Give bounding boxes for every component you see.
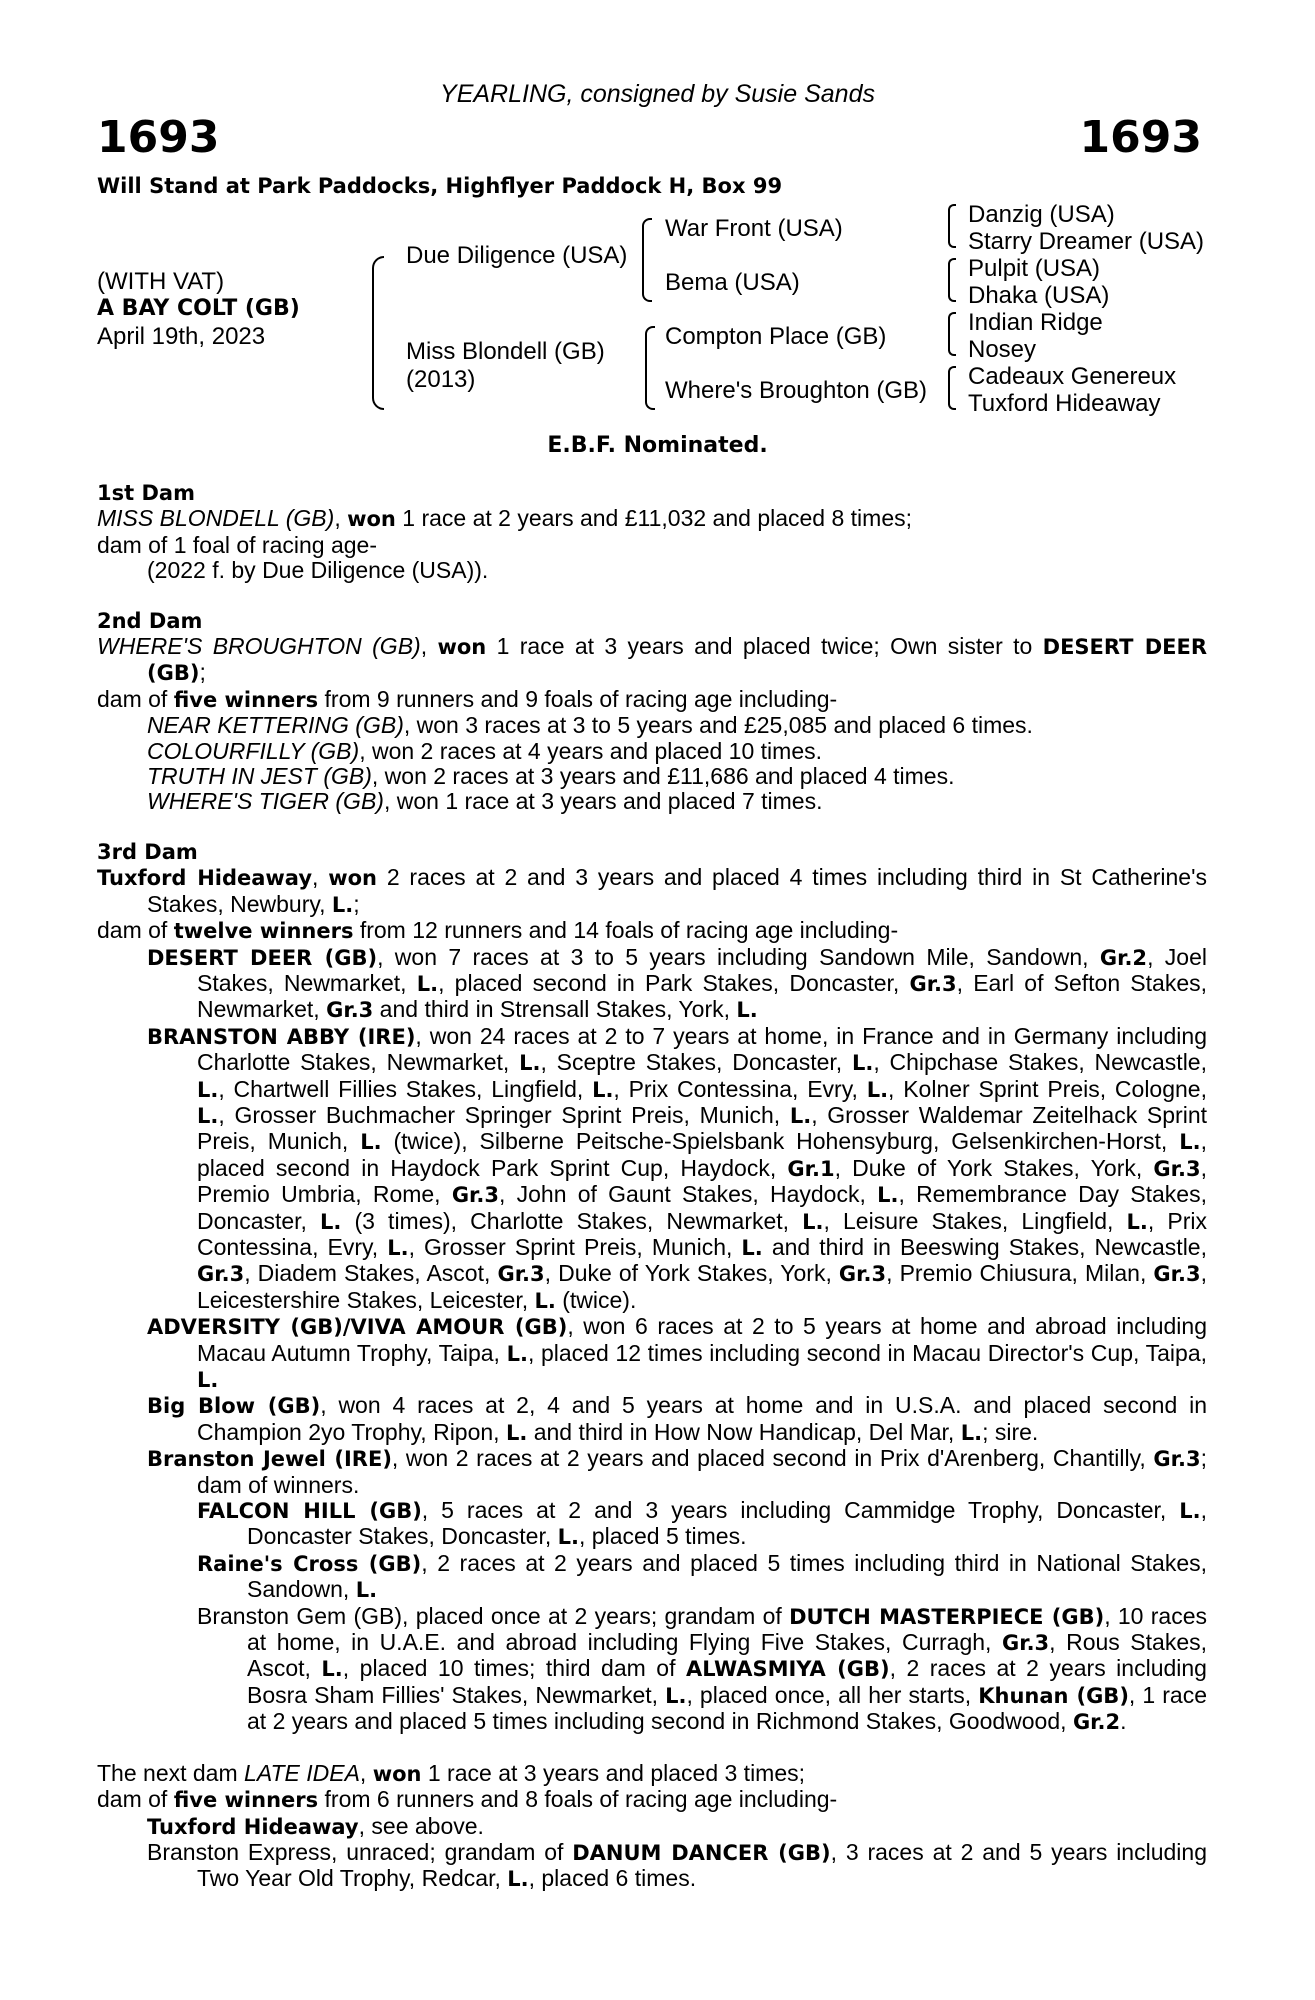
race-text: , 3 races at 2 and 5 years including Two Year Old Trophy, Redcar,: [197, 1838, 1207, 1892]
punctuation: ,: [359, 1759, 373, 1786]
race-text: (twice), Silberne Peitsche-Spielsbank Hohensyburg, Gelsenkirchen-Horst,: [381, 1128, 1180, 1155]
foaling-date: April 19th, 2023: [97, 323, 266, 350]
first-dam-line: MISS BLONDELL (GB), won 1 race at 2 years and £11,032 and placed 8 times;: [97, 505, 913, 532]
listed-label: L.: [507, 1867, 529, 1892]
listed-label: L.: [534, 1288, 556, 1313]
listed-label: L.: [506, 1341, 528, 1366]
race-text: , Chartwell Fillies Stakes, Lingfield,: [218, 1075, 593, 1102]
produce-summary: from 9 runners and 9 foals of racing age including-: [318, 685, 838, 712]
pedigree-g3-7: Cadeaux Genereux: [968, 363, 1177, 390]
pedigree-g3-3: Pulpit (USA): [968, 255, 1101, 282]
listed-label: L.: [331, 892, 354, 917]
sister-name: DESERT DEER (GB): [147, 635, 1208, 686]
progeny-adversity: [97, 1314, 1207, 1393]
race-text: and third in Beeswing Stakes, Newcastle,: [762, 1233, 1207, 1260]
progeny-big-blow: [97, 1393, 1207, 1446]
pedigree-sire-dam: Bema (USA): [665, 269, 800, 296]
listed-label: L.: [416, 971, 439, 996]
grade-label: Gr.3: [451, 1183, 500, 1208]
pedigree-dam-dam: Where's Broughton (GB): [665, 377, 928, 404]
grade-label: Gr.3: [1001, 1631, 1050, 1656]
race-text: , John of Gaunt Stakes, Haydock,: [499, 1181, 878, 1208]
race-text: , 10 races at home, in U.A.E. and abroad including Flying Five Stakes, Curragh,: [247, 1602, 1208, 1656]
third-dam-name: Tuxford Hideaway: [97, 866, 313, 891]
progeny-truth-in-jest: [97, 764, 1207, 789]
vat-note: (WITH VAT): [97, 268, 225, 295]
race-text: , 1 race at 2 years and placed 5 times including second in Richmond Stakes, Goodwood,: [247, 1681, 1207, 1735]
progeny-raines-cross: [97, 1551, 1207, 1604]
progeny-falcon-hill: [97, 1498, 1207, 1551]
progeny-name: Raine's Cross (GB): [197, 1551, 422, 1576]
race-text: , placed 10 times; third dam of: [342, 1655, 686, 1682]
race-text: , Premio Chiusura, Milan,: [886, 1260, 1154, 1287]
race-text: and third in Strensall Stakes, York,: [373, 996, 737, 1023]
listed-label: L.: [665, 1683, 687, 1708]
pedigree-g3-1: Danzig (USA): [968, 201, 1115, 228]
listed-label: L.: [877, 1183, 899, 1208]
progeny-name: Big Blow (GB): [147, 1394, 321, 1419]
race-text: (twice).: [555, 1286, 637, 1313]
progeny-name: DUTCH MASTERPIECE (GB): [789, 1604, 1105, 1629]
dam-of-label: dam of: [97, 685, 174, 712]
progeny-name: WHERE'S TIGER (GB): [147, 788, 384, 815]
listed-label: L.: [789, 1103, 812, 1128]
listed-label: L.: [1179, 1130, 1201, 1155]
pedigree-brace-g3-1: [948, 204, 956, 248]
first-dam-foals: dam of 1 foal of racing age-: [97, 531, 377, 558]
race-text: , won 7 races at 3 to 5 years including Sandown Mile, Sandown,: [377, 943, 1100, 970]
winners-count: five winners: [173, 1788, 319, 1813]
progeny-name: COLOURFILLY (GB): [147, 737, 360, 764]
pedigree-g3-8: Tuxford Hideaway: [968, 390, 1161, 417]
second-dam-line: WHERE'S BROUGHTON (GB), won 1 race at 3 years and placed twice; Own sister to DESERT DEER (GB);: [97, 633, 1208, 686]
pedigree-g3-4: Dhaka (USA): [968, 282, 1110, 309]
race-text: , Leisure Stakes, Lingfield,: [823, 1207, 1127, 1234]
race-text: , Sceptre Stakes, Doncaster,: [540, 1049, 852, 1076]
progeny-text: , won 2 races at 4 years and placed 10 times.: [359, 737, 822, 764]
progeny-branston-gem: [97, 1604, 1207, 1736]
third-dam-produce: [97, 918, 1207, 944]
race-text: , Diadem Stakes, Ascot,: [244, 1260, 498, 1287]
grade-label: Gr.3: [909, 971, 957, 996]
lot-number-right: 1693: [1079, 112, 1202, 163]
dam-of-label: dam of: [97, 1786, 174, 1813]
pedigree-dam-sire: Compton Place (GB): [665, 323, 887, 350]
listed-label: L.: [592, 1077, 614, 1102]
race-text: , placed 5 times.: [579, 1523, 747, 1550]
race-text: , placed second in Haydock Park Sprint Cup, Haydock,: [197, 1128, 1207, 1181]
race-text: , won 24 races at 2 to 7 years at home, in France and in Germany including Charlotte Stakes, Newmarket,: [197, 1022, 1207, 1076]
race-text: , Leicestershire Stakes, Leicester,: [197, 1260, 1207, 1313]
punctuation: ;: [353, 890, 360, 917]
second-dam-heading: 2nd Dam: [97, 608, 203, 633]
progeny-name: TRUTH IN JEST (GB): [147, 763, 372, 790]
progeny-name: Khunan (GB): [978, 1683, 1129, 1708]
race-text: , Prix Contessina, Evry,: [197, 1207, 1207, 1260]
first-dam-heading: 1st Dam: [97, 481, 195, 505]
race-text: , Doncaster Stakes, Doncaster,: [247, 1497, 1207, 1550]
race-text: , 2 races at 2 years including Bosra Sham Fillies' Stakes, Newmarket,: [247, 1655, 1207, 1708]
ebf-nominated: E.B.F. Nominated.: [547, 433, 768, 458]
race-text: ; dam of winners.: [197, 1445, 1207, 1498]
progeny-text: , won 3 races at 3 to 5 years and £25,085 and placed 6 times.: [403, 712, 1033, 739]
race-text: , Rous Stakes, Ascot,: [247, 1629, 1207, 1682]
listed-label: L.: [851, 1051, 874, 1076]
listed-label: L.: [321, 1657, 343, 1682]
grade-label: Gr.3: [1153, 1447, 1201, 1472]
race-text: , Prix Contessina, Evry,: [613, 1075, 867, 1102]
progeny-name: FALCON HILL (GB): [197, 1499, 422, 1524]
second-dam-produce: [97, 687, 1207, 713]
race-text: and third in How Now Handicap, Del Mar,: [527, 1418, 961, 1445]
pedigree-brace-g3-4: [948, 366, 956, 410]
grade-label: Gr.3: [197, 1262, 245, 1287]
next-dam-produce: [97, 1787, 1207, 1813]
grade-label: Gr.3: [838, 1262, 887, 1287]
listed-label: L.: [741, 1235, 763, 1260]
produce-summary: from 6 runners and 8 foals of racing age including-: [318, 1786, 838, 1813]
won-label: won: [372, 1761, 422, 1786]
grade-label: Gr.2: [1099, 945, 1148, 970]
listed-label: L.: [387, 1235, 409, 1260]
progeny-name: BRANSTON ABBY (IRE): [147, 1024, 416, 1049]
race-text: , placed once, all her starts,: [686, 1681, 979, 1708]
consignor-subtitle: YEARLING, consigned by Susie Sands: [440, 80, 875, 108]
produce-record: [97, 481, 1207, 1893]
second-dam-text: 1 race at 3 years and placed twice; Own sister to: [486, 633, 1043, 660]
race-text: , won 2 races at 2 years and placed second in Prix d'Arenberg, Chantilly,: [391, 1445, 1154, 1472]
won-label: won: [328, 866, 378, 891]
listed-label: L.: [960, 1420, 983, 1445]
race-text: , Earl of Sefton Stakes, Newmarket,: [197, 969, 1208, 1023]
listed-label: L.: [557, 1525, 580, 1550]
listed-label: L.: [197, 1077, 219, 1102]
progeny-name: Branston Jewel (IRE): [147, 1447, 392, 1472]
race-text: , placed 12 times including second in Macau Director's Cup, Taipa,: [527, 1339, 1207, 1366]
lot-number-left: 1693: [97, 112, 220, 163]
race-text: , 5 races at 2 and 3 years including Cammidge Trophy, Doncaster,: [421, 1497, 1180, 1524]
race-text: , won 6 races at 2 to 5 years at home and abroad including Macau Autumn Trophy, Taipa,: [197, 1313, 1207, 1366]
third-dam-line: Tuxford Hideaway, won 2 races at 2 and 3 years and placed 4 times including third in St Catherine's Stakes, Newbury, L.;: [97, 864, 1207, 917]
race-text: Branston Gem (GB), placed once at 2 years; grandam of: [197, 1602, 790, 1629]
grade-label: Gr.3: [1153, 1262, 1201, 1287]
race-text: , won 4 races at 2, 4 and 5 years at home and in U.S.A. and placed second in Champion 2yo Trophy, Ripon,: [197, 1392, 1207, 1445]
progeny-name: ALWASMIYA (GB): [685, 1657, 890, 1682]
race-text: , Joel Stakes, Newmarket,: [197, 943, 1207, 996]
race-text: (3 times), Charlotte Stakes, Newmarket,: [341, 1207, 803, 1234]
next-dam-label: The next dam: [97, 1759, 245, 1786]
won-label: won: [437, 635, 487, 660]
race-text: ; sire.: [982, 1418, 1039, 1445]
listed-label: L.: [802, 1209, 824, 1234]
grade-label: Gr.3: [326, 998, 374, 1023]
progeny-name: DANUM DANCER (GB): [572, 1840, 831, 1865]
listed-label: L.: [1126, 1209, 1148, 1234]
grade-label: Gr.3: [497, 1262, 545, 1287]
pedigree-sire-sire: War Front (USA): [665, 215, 843, 242]
progeny-branston-express: [97, 1840, 1207, 1893]
progeny-tuxford-hideaway: [97, 1814, 1207, 1840]
stand-location: Will Stand at Park Paddocks, Highflyer Paddock H, Box 99: [97, 174, 783, 198]
produce-summary: from 12 runners and 14 foals of racing age including-: [353, 917, 899, 944]
progeny-branston-abby: [97, 1024, 1207, 1314]
progeny-text: , won 2 races at 3 years and £11,686 and placed 4 times.: [371, 763, 955, 790]
progeny-text: , won 1 race at 3 years and placed 7 times.: [383, 788, 823, 815]
progeny-near-kettering: [97, 713, 1207, 738]
race-text: , Grosser Sprint Preis, Munich,: [408, 1233, 742, 1260]
next-dam-line: [97, 1761, 1207, 1787]
progeny-colourfilly: [97, 739, 1207, 764]
first-dam-text: 1 race at 2 years and £11,032 and placed 8 times;: [395, 505, 913, 532]
next-dam-name: LATE IDEA: [244, 1759, 360, 1786]
race-text: , Premio Umbria, Rome,: [197, 1154, 1207, 1208]
race-text: , placed second in Park Stakes, Doncaster,: [438, 969, 910, 996]
progeny-name: DESERT DEER (GB): [147, 945, 378, 970]
listed-label: L.: [320, 1209, 342, 1234]
listed-label: L.: [360, 1130, 382, 1155]
race-text: , Grosser Buchmacher Springer Sprint Preis, Munich,: [218, 1101, 790, 1128]
dam-of-label: dam of: [97, 917, 174, 944]
progeny-name: ADVERSITY (GB)/VIVA AMOUR (GB): [147, 1315, 568, 1340]
first-dam-name: MISS BLONDELL (GB): [97, 505, 335, 532]
race-text: , Kolner Sprint Preis, Cologne,: [888, 1075, 1207, 1102]
race-text: Branston Express, unraced; grandam of: [147, 1838, 573, 1865]
third-dam-text: 2 races at 2 and 3 years and placed 4 times including third in St Catherine's Stakes, Newbury,: [147, 864, 1207, 917]
winners-count: twelve winners: [173, 919, 354, 944]
listed-label: L.: [736, 998, 758, 1023]
grade-label: Gr.3: [1153, 1156, 1201, 1181]
pedigree-brace-sire: [642, 218, 652, 302]
listed-label: L.: [197, 1103, 219, 1128]
progeny-name: NEAR KETTERING (GB): [147, 712, 404, 739]
won-label: won: [347, 507, 396, 532]
race-text: , Chipchase Stakes, Newcastle,: [873, 1049, 1207, 1076]
listed-label: L.: [519, 1051, 541, 1076]
punctuation: ;: [199, 659, 206, 686]
pedigree-brace-g3-3: [948, 312, 956, 356]
pedigree-brace-g3-2: [948, 258, 956, 302]
race-text: , Grosser Waldemar Zeitelhack Sprint Preis, Munich,: [197, 1101, 1208, 1155]
grade-label: Gr.2: [1072, 1710, 1121, 1735]
listed-label: L.: [355, 1578, 378, 1603]
pedigree-brace-dam: [645, 326, 655, 410]
race-text: .: [1120, 1708, 1127, 1735]
pedigree-dam-year: (2013): [406, 366, 476, 393]
race-text: , Duke of York Stakes, York,: [544, 1260, 839, 1287]
pedigree-g3-2: Starry Dreamer (USA): [968, 228, 1205, 255]
progeny-branston-jewel: [97, 1446, 1207, 1498]
race-text: , Duke of York Stakes, York,: [834, 1154, 1154, 1181]
next-dam-text: 1 race at 3 years and placed 3 times;: [421, 1759, 806, 1786]
listed-label: L.: [197, 1368, 219, 1392]
first-dam-foal: (2022 f. by Due Diligence (USA)).: [147, 557, 489, 584]
winners-count: five winners: [173, 687, 319, 712]
pedigree-g3-6: Nosey: [968, 336, 1037, 363]
horse-name: A BAY COLT (GB): [97, 296, 300, 321]
listed-label: L.: [505, 1420, 528, 1445]
race-text: , placed 6 times.: [528, 1865, 697, 1892]
race-text: , 2 races at 2 years and placed 5 times including third in National Stakes, Sandown,: [247, 1549, 1208, 1603]
grade-label: Gr.1: [787, 1156, 835, 1181]
race-text: , see above.: [358, 1812, 484, 1839]
pedigree-brace-main: [372, 256, 384, 410]
progeny-name: Tuxford Hideaway: [147, 1814, 359, 1839]
listed-label: L.: [866, 1077, 889, 1102]
listed-label: L.: [1179, 1499, 1201, 1524]
race-text: , Remembrance Day Stakes, Doncaster,: [197, 1181, 1207, 1234]
progeny-desert-deer: [97, 945, 1207, 1024]
progeny-wheres-tiger: [97, 789, 1207, 814]
third-dam-heading: 3rd Dam: [97, 839, 198, 864]
pedigree-g3-5: Indian Ridge: [968, 309, 1103, 336]
second-dam-name: WHERE'S BROUGHTON (GB): [97, 633, 421, 660]
pedigree-dam: Miss Blondell (GB): [406, 338, 605, 365]
pedigree-sire: Due Diligence (USA): [406, 242, 628, 269]
